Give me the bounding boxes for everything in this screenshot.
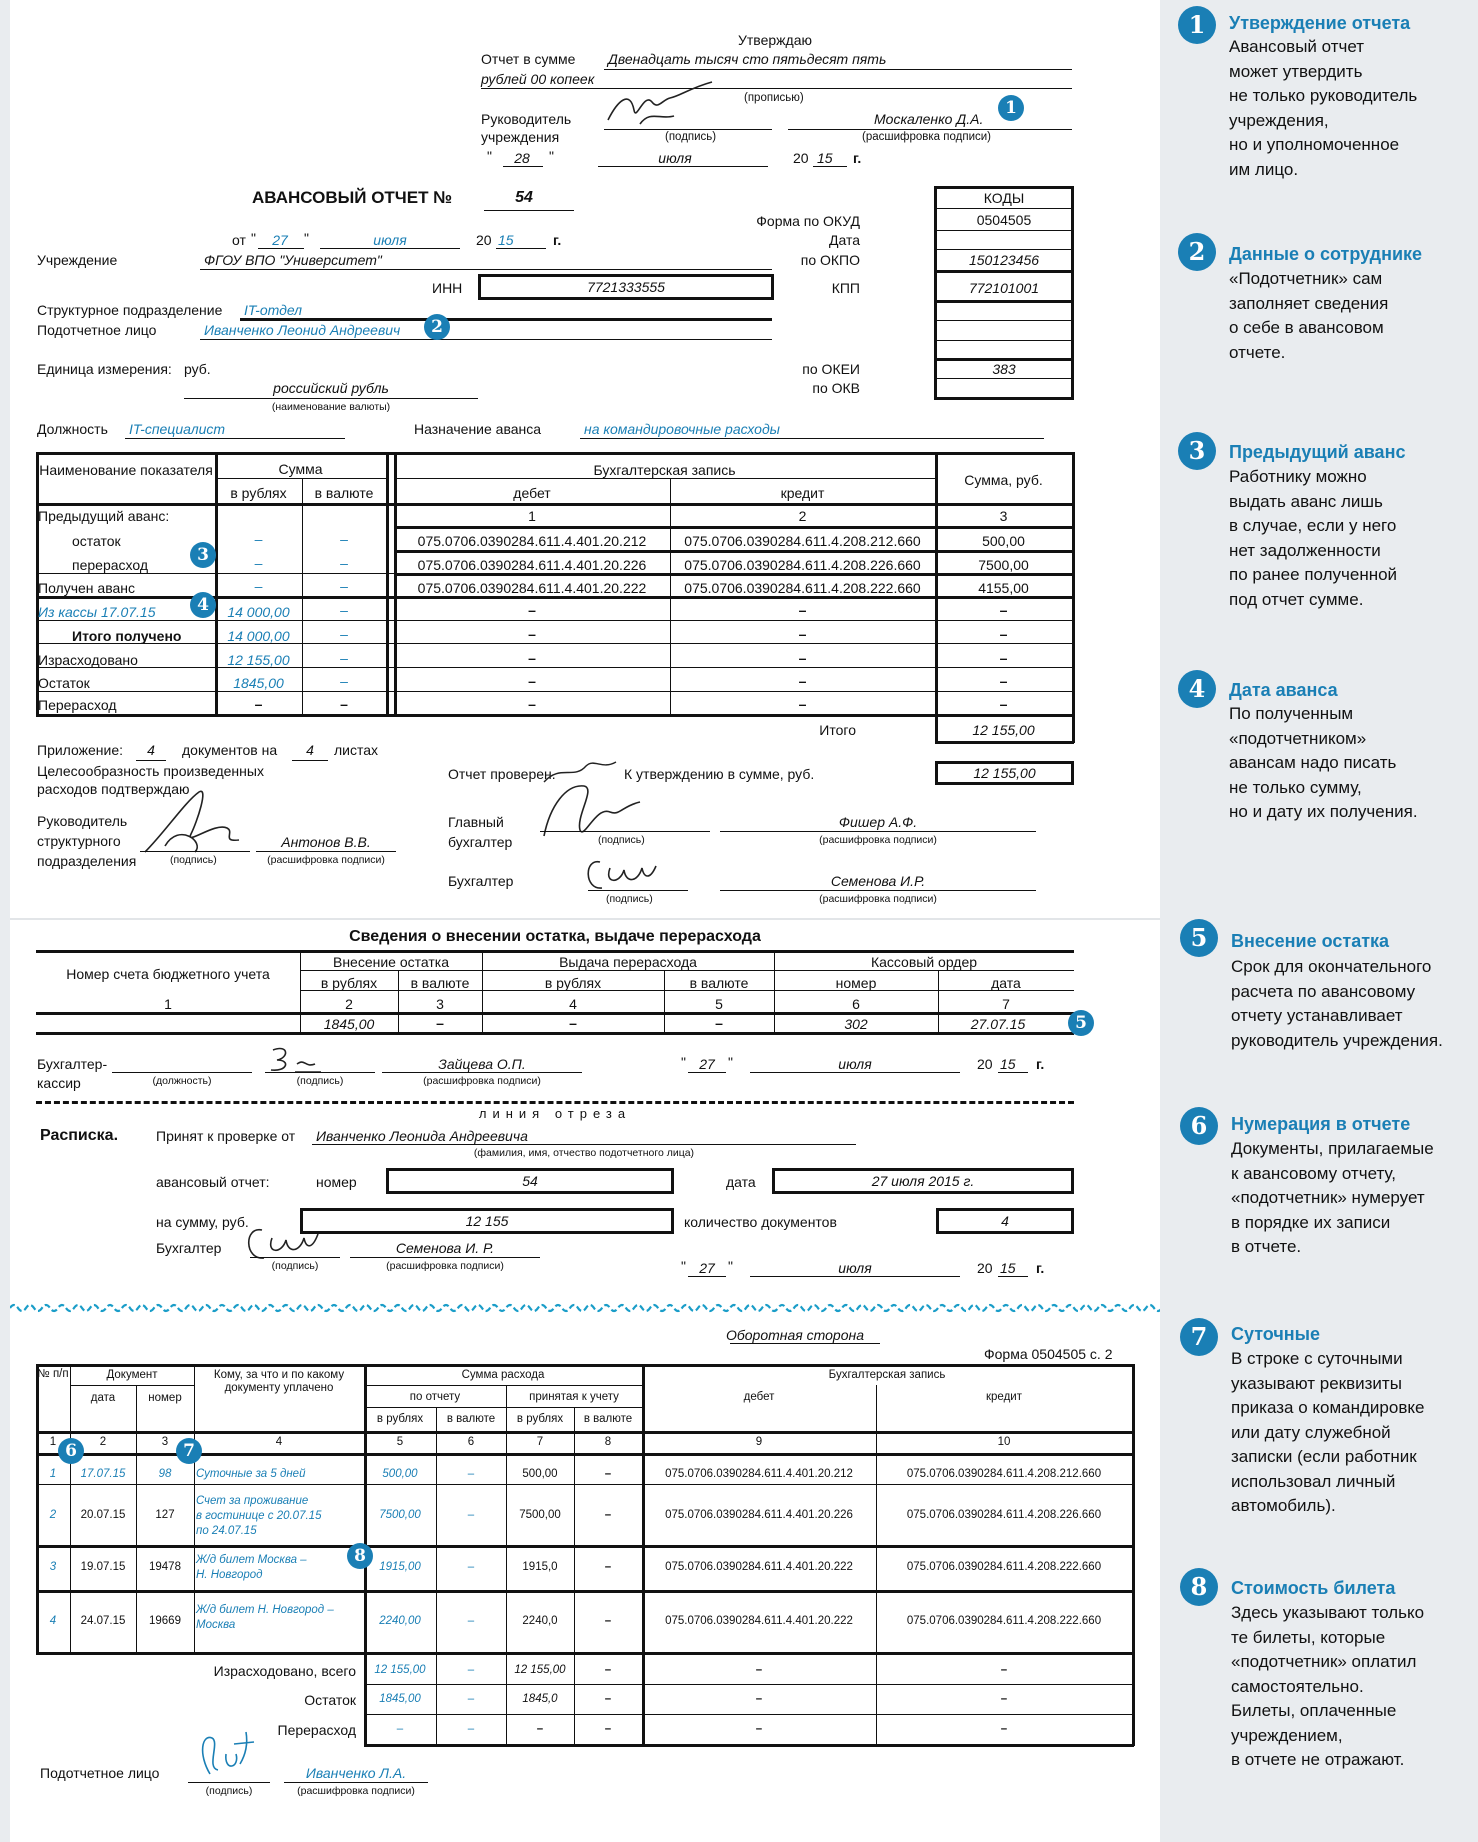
col-entry-header: Бухгалтерская запись bbox=[593, 462, 736, 478]
cashier-signature bbox=[265, 1042, 325, 1076]
okpo-label: по ОКПО bbox=[800, 252, 860, 268]
prev-advance-label: Предыдущий аванс: bbox=[38, 508, 170, 524]
reverse-form: Форма 0504505 с. 2 bbox=[984, 1346, 1113, 1362]
okei-value: 383 bbox=[992, 361, 1016, 377]
receipt-accountant-signature bbox=[240, 1216, 320, 1266]
note-number-8: 8 bbox=[1180, 1568, 1218, 1606]
cut-line-label: линия отреза bbox=[478, 1106, 632, 1121]
note-number-5: 5 bbox=[1180, 919, 1218, 957]
note-number-2: 2 bbox=[1178, 233, 1216, 271]
note-number-4: 4 bbox=[1178, 670, 1216, 708]
note-badge-3: 3 bbox=[190, 542, 216, 568]
purpose-value: на командировочные расходы bbox=[584, 421, 780, 437]
wave-separator bbox=[10, 1300, 1160, 1316]
note-badge-8: 8 bbox=[347, 1543, 373, 1569]
note-badge-1: 1 bbox=[998, 95, 1024, 121]
reverse-title: Оборотная сторона bbox=[726, 1327, 864, 1343]
col-sum-header: Сумма bbox=[278, 461, 323, 477]
dept-head-name: Антонов В.В. bbox=[281, 834, 371, 850]
okv-label: по ОКВ bbox=[812, 380, 860, 396]
okei-label: по ОКЕИ bbox=[802, 361, 860, 377]
unit-label: Единица измерения: bbox=[37, 361, 172, 377]
accountant-name: Семенова И.Р. bbox=[830, 873, 926, 889]
note-number-1: 1 bbox=[1178, 6, 1216, 44]
note-badge-5: 5 bbox=[1068, 1010, 1094, 1036]
note-number-3: 3 bbox=[1178, 432, 1216, 470]
head-name: Москаленко Д.А. bbox=[874, 111, 984, 127]
approve-header: Утверждаю bbox=[738, 32, 812, 48]
report-month: июля bbox=[373, 232, 407, 248]
head-label-2: учреждения bbox=[481, 129, 560, 145]
receipt-accountant-name: Семенова И. Р. bbox=[395, 1240, 495, 1256]
report-year: 15 bbox=[498, 232, 514, 248]
date-label: Дата bbox=[828, 232, 860, 248]
accountant-signature bbox=[580, 848, 660, 896]
chief-accountant-name: Фишер А.Ф. bbox=[838, 814, 918, 830]
person-name: Иванченко Л.А. bbox=[305, 1765, 407, 1781]
sum-in-words-2: рублей 00 копеек bbox=[481, 71, 595, 87]
col-name-header: Наименование показателя bbox=[39, 462, 213, 478]
receipt-from: Иванченко Леонида Андреевича bbox=[316, 1128, 528, 1144]
inn-value: 7721333555 bbox=[587, 279, 665, 295]
approve-day: 28 bbox=[514, 150, 530, 166]
approve-month: июля bbox=[658, 150, 692, 166]
position-label: Должность bbox=[37, 421, 108, 437]
person-label: Подотчетное лицо bbox=[37, 322, 157, 338]
propis-caption: (прописью) bbox=[744, 92, 804, 104]
cashier-name: Зайцева О.П. bbox=[438, 1056, 526, 1072]
head-label-1: Руководитель bbox=[481, 111, 572, 127]
head-signature bbox=[600, 80, 720, 132]
approve-year: 15 bbox=[817, 150, 833, 166]
unit-value: руб. bbox=[184, 361, 211, 377]
purpose-label: Назначение аванса bbox=[414, 421, 542, 437]
org-label: Учреждение bbox=[37, 252, 118, 268]
sum-label: Отчет в сумме bbox=[481, 51, 576, 67]
note-badge-7: 7 bbox=[176, 1438, 202, 1464]
dept-head-signature bbox=[135, 782, 245, 860]
remainder-title: Сведения о внесении остатка, выдаче перерасхода bbox=[349, 928, 761, 945]
dept-value: IT-отдел bbox=[244, 302, 303, 318]
total-value: 12 155,00 bbox=[972, 722, 1035, 738]
sum-in-words: Двенадцать тысяч сто пятьдесят пять bbox=[608, 51, 887, 67]
report-number: 54 bbox=[515, 189, 533, 206]
inn-label: ИНН bbox=[432, 280, 463, 296]
codes-title: КОДЫ bbox=[983, 190, 1025, 206]
head-sign-caption: (подпись) bbox=[665, 131, 717, 143]
okud-label: Форма по ОКУД bbox=[756, 213, 860, 229]
report-title: АВАНСОВЫЙ ОТЧЕТ № bbox=[252, 188, 453, 207]
head-decode-caption: (расшифровка подписи) bbox=[862, 131, 991, 143]
person-signature bbox=[190, 1724, 260, 1782]
chief-accountant-signature bbox=[536, 776, 646, 842]
dept-label: Структурное подразделение bbox=[37, 302, 223, 318]
cut-line bbox=[36, 1101, 1074, 1104]
kpp-label: КПП bbox=[831, 280, 860, 296]
receipt-title: Расписка. bbox=[40, 1127, 119, 1144]
note-badge-2: 2 bbox=[424, 314, 450, 340]
currency-caption: (наименование валюты) bbox=[271, 401, 391, 413]
org-value: ФГОУ ВПО "Университет" bbox=[204, 252, 382, 268]
position-value: IT-специалист bbox=[129, 421, 226, 437]
approve-sum-value: 12 155,00 bbox=[973, 765, 1036, 781]
total-label: Итого bbox=[819, 722, 856, 738]
note-badge-6: 6 bbox=[58, 1438, 84, 1464]
note-number-7: 7 bbox=[1180, 1318, 1218, 1356]
report-day: 27 bbox=[272, 232, 288, 248]
currency-value: российский рубль bbox=[273, 380, 389, 396]
note-badge-4: 4 bbox=[190, 592, 216, 618]
kpp-value: 772101001 bbox=[968, 280, 1040, 296]
note-number-6: 6 bbox=[1180, 1107, 1218, 1145]
okpo-value: 150123456 bbox=[968, 252, 1040, 268]
person-value: Иванченко Леонид Андреевич bbox=[204, 322, 401, 338]
okud-value: 0504505 bbox=[976, 212, 1032, 228]
